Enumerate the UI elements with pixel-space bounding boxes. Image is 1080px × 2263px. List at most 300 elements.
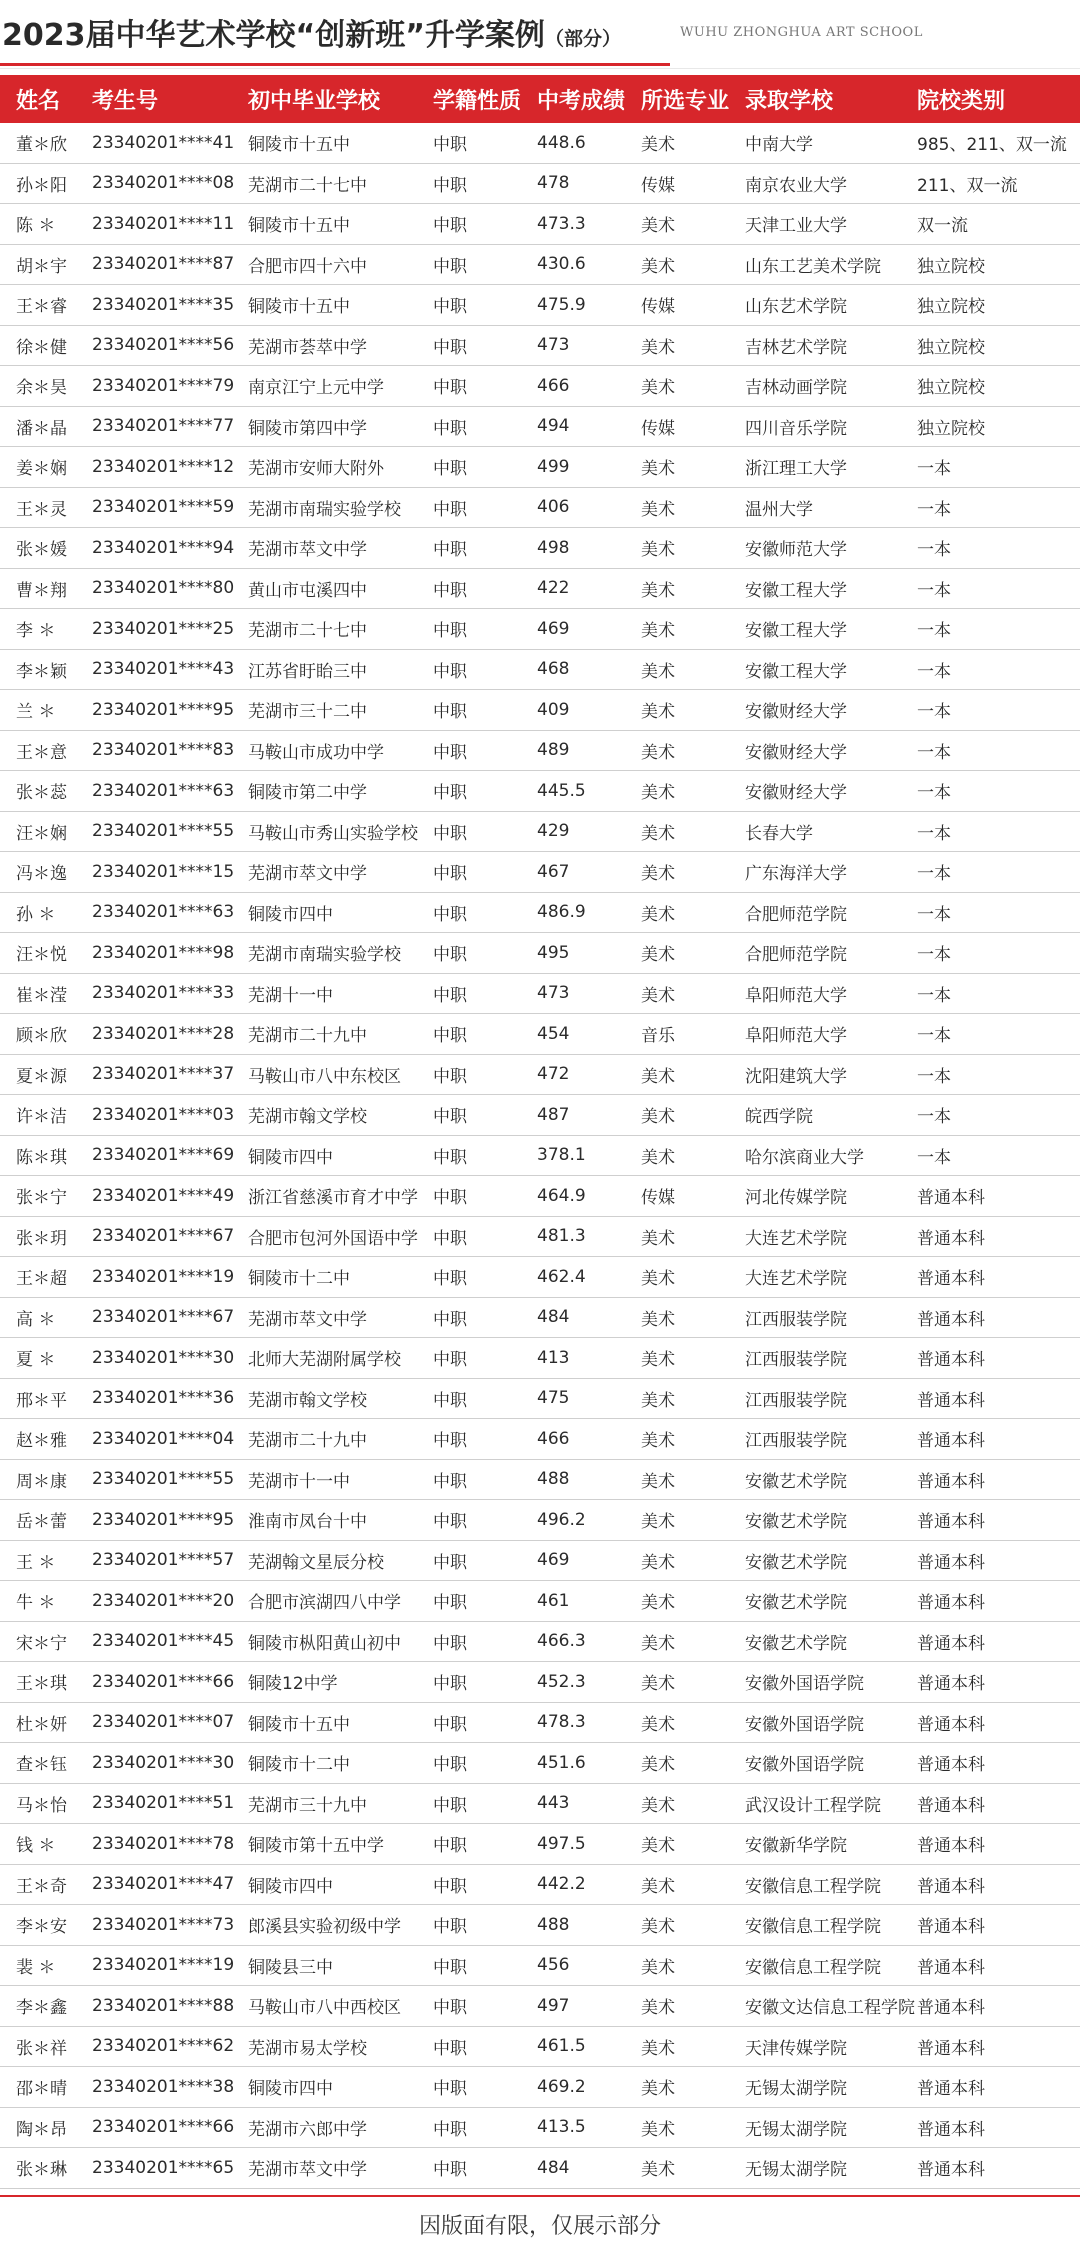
enrollment-type-cell: 中职 [433, 1743, 537, 1784]
student-name-cell: 高 ＊ [0, 1297, 92, 1338]
major-cell: 传媒 [641, 406, 745, 447]
middle-school-cell: 铜陵市十二中 [248, 1257, 433, 1298]
admitted-school-cell: 江西服装学院 [745, 1338, 917, 1379]
page-title: 2023届中华艺术学校“创新班”升学案例（部分） [2, 18, 621, 53]
exam-id-cell: 23340201****98 [92, 933, 248, 974]
school-category-cell: 独立院校 [917, 366, 1080, 407]
admission-table [0, 75, 1080, 2189]
exam-score-cell: 498 [537, 528, 641, 569]
middle-school-cell: 淮南市凤台十中 [248, 1500, 433, 1541]
middle-school-cell: 芜湖市六郎中学 [248, 2107, 433, 2148]
major-cell: 传媒 [641, 163, 745, 204]
table-row [0, 568, 1080, 609]
exam-score-cell: 462.4 [537, 1257, 641, 1298]
middle-school-cell: 铜陵市十五中 [248, 204, 433, 245]
admitted-school-cell: 南京农业大学 [745, 163, 917, 204]
school-category-cell: 普通本科 [917, 1176, 1080, 1217]
school-category-cell: 普通本科 [917, 1945, 1080, 1986]
major-cell: 美术 [641, 1702, 745, 1743]
admitted-school-cell: 无锡太湖学院 [745, 2107, 917, 2148]
student-name-cell: 夏＊源 [0, 1054, 92, 1095]
school-category-cell: 一本 [917, 771, 1080, 812]
student-name-cell: 宋＊宁 [0, 1621, 92, 1662]
column-header-exam-id: 考生号 [92, 88, 159, 114]
school-category-cell: 独立院校 [917, 406, 1080, 447]
major-cell: 美术 [641, 649, 745, 690]
major-cell: 美术 [641, 852, 745, 893]
major-cell: 美术 [641, 609, 745, 650]
exam-score-cell: 488 [537, 1459, 641, 1500]
admitted-school-cell: 大连艺术学院 [745, 1216, 917, 1257]
student-name-cell: 邢＊平 [0, 1378, 92, 1419]
enrollment-type-cell: 中职 [433, 2148, 537, 2189]
table-row [0, 852, 1080, 893]
major-cell: 美术 [641, 1378, 745, 1419]
exam-id-cell: 23340201****95 [92, 690, 248, 731]
table-row [0, 1257, 1080, 1298]
school-category-cell: 双一流 [917, 204, 1080, 245]
middle-school-cell: 芜湖翰文星辰分校 [248, 1540, 433, 1581]
middle-school-cell: 铜陵市十五中 [248, 123, 433, 163]
school-category-cell: 一本 [917, 852, 1080, 893]
enrollment-type-cell: 中职 [433, 609, 537, 650]
exam-id-cell: 23340201****43 [92, 649, 248, 690]
school-category-cell: 一本 [917, 1135, 1080, 1176]
major-cell: 美术 [641, 447, 745, 488]
table-row [0, 811, 1080, 852]
school-category-cell: 普通本科 [917, 1500, 1080, 1541]
student-name-cell: 汪＊悦 [0, 933, 92, 974]
major-cell: 美术 [641, 123, 745, 163]
middle-school-cell: 铜陵市枞阳黄山初中 [248, 1621, 433, 1662]
enrollment-type-cell: 中职 [433, 2107, 537, 2148]
school-category-cell: 普通本科 [917, 1662, 1080, 1703]
footer-note: 因版面有限，仅展示部分 [0, 2195, 1080, 2263]
enrollment-type-cell: 中职 [433, 366, 537, 407]
table-row [0, 447, 1080, 488]
major-cell: 美术 [641, 1621, 745, 1662]
exam-score-cell: 413.5 [537, 2107, 641, 2148]
school-category-cell: 普通本科 [917, 1986, 1080, 2027]
student-name-cell: 李＊安 [0, 1905, 92, 1946]
major-cell: 美术 [641, 1419, 745, 1460]
major-cell: 美术 [641, 1257, 745, 1298]
exam-score-cell: 466.3 [537, 1621, 641, 1662]
table-row [0, 1419, 1080, 1460]
admitted-school-cell: 安徽工程大学 [745, 649, 917, 690]
major-cell: 美术 [641, 1986, 745, 2027]
column-header-name: 姓名 [16, 88, 61, 114]
admitted-school-cell: 安徽艺术学院 [745, 1459, 917, 1500]
header-divider [0, 68, 1080, 69]
school-category-cell: 一本 [917, 1054, 1080, 1095]
exam-score-cell: 475 [537, 1378, 641, 1419]
enrollment-type-cell: 中职 [433, 1905, 537, 1946]
admitted-school-cell: 安徽工程大学 [745, 609, 917, 650]
enrollment-type-cell: 中职 [433, 1176, 537, 1217]
major-cell: 美术 [641, 933, 745, 974]
exam-score-cell: 443 [537, 1783, 641, 1824]
enrollment-type-cell: 中职 [433, 730, 537, 771]
student-name-cell: 孙 ＊ [0, 892, 92, 933]
major-cell: 美术 [641, 204, 745, 245]
major-cell: 美术 [641, 730, 745, 771]
middle-school-cell: 铜陵市四中 [248, 2067, 433, 2108]
student-name-cell: 王＊超 [0, 1257, 92, 1298]
major-cell: 美术 [641, 2026, 745, 2067]
major-cell: 美术 [641, 1864, 745, 1905]
table-row [0, 1783, 1080, 1824]
table-header-row [0, 75, 1080, 123]
school-category-cell: 普通本科 [917, 1905, 1080, 1946]
major-cell: 美术 [641, 2148, 745, 2189]
exam-id-cell: 23340201****35 [92, 285, 248, 326]
exam-id-cell: 23340201****63 [92, 892, 248, 933]
exam-score-cell: 489 [537, 730, 641, 771]
major-cell: 美术 [641, 1743, 745, 1784]
exam-id-cell: 23340201****41 [92, 123, 248, 163]
table-row [0, 1824, 1080, 1865]
student-name-cell: 杜＊妍 [0, 1702, 92, 1743]
exam-score-cell: 413 [537, 1338, 641, 1379]
middle-school-cell: 芜湖市萃文中学 [248, 1297, 433, 1338]
table-row [0, 1297, 1080, 1338]
enrollment-type-cell: 中职 [433, 406, 537, 447]
student-name-cell: 许＊洁 [0, 1095, 92, 1136]
school-category-cell: 普通本科 [917, 1338, 1080, 1379]
exam-score-cell: 497.5 [537, 1824, 641, 1865]
major-cell: 美术 [641, 568, 745, 609]
student-name-cell: 王＊睿 [0, 285, 92, 326]
middle-school-cell: 芜湖市萃文中学 [248, 528, 433, 569]
table-row [0, 1662, 1080, 1703]
major-cell: 传媒 [641, 285, 745, 326]
enrollment-type-cell: 中职 [433, 244, 537, 285]
table-row [0, 1054, 1080, 1095]
exam-score-cell: 456 [537, 1945, 641, 1986]
student-name-cell: 曹＊翔 [0, 568, 92, 609]
admitted-school-cell: 大连艺术学院 [745, 1257, 917, 1298]
exam-id-cell: 23340201****94 [92, 528, 248, 569]
enrollment-type-cell: 中职 [433, 1945, 537, 1986]
enrollment-type-cell: 中职 [433, 1864, 537, 1905]
school-category-cell: 普通本科 [917, 1581, 1080, 1622]
table-body [0, 123, 1080, 2188]
enrollment-type-cell: 中职 [433, 1095, 537, 1136]
exam-score-cell: 469 [537, 609, 641, 650]
admitted-school-cell: 安徽艺术学院 [745, 1540, 917, 1581]
school-category-cell: 普通本科 [917, 2067, 1080, 2108]
middle-school-cell: 芜湖市二十九中 [248, 1014, 433, 1055]
middle-school-cell: 芜湖市十一中 [248, 1459, 433, 1500]
school-category-cell: 普通本科 [917, 2026, 1080, 2067]
table-row [0, 163, 1080, 204]
table-row [0, 1864, 1080, 1905]
school-category-cell: 普通本科 [917, 1419, 1080, 1460]
enrollment-type-cell: 中职 [433, 123, 537, 163]
school-category-cell: 一本 [917, 487, 1080, 528]
student-name-cell: 董＊欣 [0, 123, 92, 163]
exam-score-cell: 484 [537, 2148, 641, 2189]
enrollment-type-cell: 中职 [433, 1783, 537, 1824]
major-cell: 美术 [641, 325, 745, 366]
school-category-cell: 一本 [917, 568, 1080, 609]
enrollment-type-cell: 中职 [433, 1257, 537, 1298]
major-cell: 美术 [641, 811, 745, 852]
admitted-school-cell: 长春大学 [745, 811, 917, 852]
admitted-school-cell: 合肥师范学院 [745, 892, 917, 933]
major-cell: 美术 [641, 1054, 745, 1095]
column-header-school-category: 院校类别 [917, 88, 1006, 114]
middle-school-cell: 铜陵市第二中学 [248, 771, 433, 812]
school-category-cell: 普通本科 [917, 1621, 1080, 1662]
student-name-cell: 陈 ＊ [0, 204, 92, 245]
exam-id-cell: 23340201****65 [92, 2148, 248, 2189]
middle-school-cell: 芜湖市二十九中 [248, 1419, 433, 1460]
enrollment-type-cell: 中职 [433, 1338, 537, 1379]
school-category-cell: 普通本科 [917, 1743, 1080, 1784]
school-category-cell: 一本 [917, 811, 1080, 852]
enrollment-type-cell: 中职 [433, 447, 537, 488]
admitted-school-cell: 天津传媒学院 [745, 2026, 917, 2067]
table-row [0, 204, 1080, 245]
major-cell: 美术 [641, 1824, 745, 1865]
admitted-school-cell: 安徽工程大学 [745, 568, 917, 609]
middle-school-cell: 江苏省盱眙三中 [248, 649, 433, 690]
exam-score-cell: 461 [537, 1581, 641, 1622]
school-category-cell: 普通本科 [917, 1297, 1080, 1338]
school-category-cell: 普通本科 [917, 1378, 1080, 1419]
exam-id-cell: 23340201****33 [92, 973, 248, 1014]
student-name-cell: 陈＊琪 [0, 1135, 92, 1176]
exam-id-cell: 23340201****07 [92, 1702, 248, 1743]
student-name-cell: 张＊琳 [0, 2148, 92, 2189]
table-row [0, 1459, 1080, 1500]
middle-school-cell: 芜湖市南瑞实验学校 [248, 933, 433, 974]
middle-school-cell: 马鞍山市八中西校区 [248, 1986, 433, 2027]
admitted-school-cell: 合肥师范学院 [745, 933, 917, 974]
admitted-school-cell: 安徽艺术学院 [745, 1621, 917, 1662]
school-category-cell: 独立院校 [917, 285, 1080, 326]
table-row [0, 1986, 1080, 2027]
major-cell: 美术 [641, 1135, 745, 1176]
enrollment-type-cell: 中职 [433, 487, 537, 528]
table-row [0, 1500, 1080, 1541]
exam-score-cell: 486.9 [537, 892, 641, 933]
student-name-cell: 钱 ＊ [0, 1824, 92, 1865]
school-category-cell: 普通本科 [917, 2148, 1080, 2189]
enrollment-type-cell: 中职 [433, 1419, 537, 1460]
exam-id-cell: 23340201****78 [92, 1824, 248, 1865]
middle-school-cell: 黄山市屯溪四中 [248, 568, 433, 609]
enrollment-type-cell: 中职 [433, 892, 537, 933]
exam-score-cell: 478 [537, 163, 641, 204]
school-category-cell: 独立院校 [917, 325, 1080, 366]
admitted-school-cell: 阜阳师范大学 [745, 973, 917, 1014]
exam-id-cell: 23340201****73 [92, 1905, 248, 1946]
school-category-cell: 一本 [917, 933, 1080, 974]
exam-id-cell: 23340201****08 [92, 163, 248, 204]
school-category-cell: 985、211、双一流 [917, 123, 1080, 163]
enrollment-type-cell: 中职 [433, 1621, 537, 1662]
school-category-cell: 普通本科 [917, 1257, 1080, 1298]
school-category-cell: 普通本科 [917, 1216, 1080, 1257]
exam-id-cell: 23340201****95 [92, 1500, 248, 1541]
student-name-cell: 邵＊晴 [0, 2067, 92, 2108]
exam-score-cell: 430.6 [537, 244, 641, 285]
admitted-school-cell: 安徽财经大学 [745, 771, 917, 812]
exam-score-cell: 495 [537, 933, 641, 974]
exam-score-cell: 497 [537, 1986, 641, 2027]
middle-school-cell: 南京江宁上元中学 [248, 366, 433, 407]
enrollment-type-cell: 中职 [433, 1297, 537, 1338]
table-row [0, 1621, 1080, 1662]
admitted-school-cell: 无锡太湖学院 [745, 2067, 917, 2108]
exam-score-cell: 451.6 [537, 1743, 641, 1784]
major-cell: 美术 [641, 1945, 745, 1986]
middle-school-cell: 芜湖市南瑞实验学校 [248, 487, 433, 528]
major-cell: 传媒 [641, 1176, 745, 1217]
admitted-school-cell: 天津工业大学 [745, 204, 917, 245]
major-cell: 美术 [641, 973, 745, 1014]
admitted-school-cell: 河北传媒学院 [745, 1176, 917, 1217]
major-cell: 美术 [641, 1095, 745, 1136]
middle-school-cell: 芜湖市三十二中 [248, 690, 433, 731]
middle-school-cell: 北师大芜湖附属学校 [248, 1338, 433, 1379]
student-name-cell: 胡＊宇 [0, 244, 92, 285]
school-category-cell: 一本 [917, 730, 1080, 771]
exam-id-cell: 23340201****11 [92, 204, 248, 245]
admitted-school-cell: 吉林动画学院 [745, 366, 917, 407]
student-name-cell: 孙＊阳 [0, 163, 92, 204]
student-name-cell: 王 ＊ [0, 1540, 92, 1581]
student-name-cell: 查＊钰 [0, 1743, 92, 1784]
major-cell: 美术 [641, 244, 745, 285]
exam-score-cell: 487 [537, 1095, 641, 1136]
middle-school-cell: 合肥市滨湖四八中学 [248, 1581, 433, 1622]
middle-school-cell: 马鞍山市成功中学 [248, 730, 433, 771]
school-category-cell: 一本 [917, 973, 1080, 1014]
exam-score-cell: 466 [537, 1419, 641, 1460]
exam-id-cell: 23340201****25 [92, 609, 248, 650]
table-row [0, 649, 1080, 690]
middle-school-cell: 芜湖市二十七中 [248, 609, 433, 650]
table-row [0, 487, 1080, 528]
middle-school-cell: 芜湖市翰文学校 [248, 1378, 433, 1419]
column-header-enrollment-type: 学籍性质 [433, 88, 522, 114]
major-cell: 美术 [641, 1459, 745, 1500]
student-name-cell: 陶＊昂 [0, 2107, 92, 2148]
column-header-exam-score: 中考成绩 [537, 88, 626, 114]
student-name-cell: 张＊宁 [0, 1176, 92, 1217]
school-category-cell: 一本 [917, 1095, 1080, 1136]
admitted-school-cell: 安徽新华学院 [745, 1824, 917, 1865]
exam-id-cell: 23340201****47 [92, 1864, 248, 1905]
major-cell: 美术 [641, 1297, 745, 1338]
enrollment-type-cell: 中职 [433, 1378, 537, 1419]
student-name-cell: 兰 ＊ [0, 690, 92, 731]
exam-score-cell: 478.3 [537, 1702, 641, 1743]
exam-score-cell: 472 [537, 1054, 641, 1095]
enrollment-type-cell: 中职 [433, 204, 537, 245]
middle-school-cell: 芜湖市二十七中 [248, 163, 433, 204]
admitted-school-cell: 山东工艺美术学院 [745, 244, 917, 285]
student-name-cell: 王＊奇 [0, 1864, 92, 1905]
admitted-school-cell: 四川音乐学院 [745, 406, 917, 447]
table-row [0, 244, 1080, 285]
exam-id-cell: 23340201****67 [92, 1297, 248, 1338]
exam-score-cell: 468 [537, 649, 641, 690]
exam-id-cell: 23340201****45 [92, 1621, 248, 1662]
enrollment-type-cell: 中职 [433, 649, 537, 690]
exam-id-cell: 23340201****77 [92, 406, 248, 447]
enrollment-type-cell: 中职 [433, 1986, 537, 2027]
school-category-cell: 普通本科 [917, 1864, 1080, 1905]
student-name-cell: 马＊怡 [0, 1783, 92, 1824]
exam-score-cell: 448.6 [537, 123, 641, 163]
school-category-cell: 一本 [917, 892, 1080, 933]
table-row [0, 2026, 1080, 2067]
table-row [0, 406, 1080, 447]
middle-school-cell: 芜湖市三十九中 [248, 1783, 433, 1824]
exam-id-cell: 23340201****28 [92, 1014, 248, 1055]
major-cell: 美术 [641, 1662, 745, 1703]
middle-school-cell: 铜陵12中学 [248, 1662, 433, 1703]
school-category-cell: 普通本科 [917, 1540, 1080, 1581]
student-name-cell: 张＊蕊 [0, 771, 92, 812]
enrollment-type-cell: 中职 [433, 528, 537, 569]
major-cell: 美术 [641, 2107, 745, 2148]
exam-score-cell: 469 [537, 1540, 641, 1581]
student-name-cell: 姜＊娴 [0, 447, 92, 488]
admitted-school-cell: 沈阳建筑大学 [745, 1054, 917, 1095]
exam-id-cell: 23340201****03 [92, 1095, 248, 1136]
exam-score-cell: 499 [537, 447, 641, 488]
table-row [0, 1702, 1080, 1743]
table-row [0, 1095, 1080, 1136]
exam-score-cell: 494 [537, 406, 641, 447]
exam-score-cell: 473 [537, 973, 641, 1014]
middle-school-cell: 铜陵县三中 [248, 1945, 433, 1986]
middle-school-cell: 芜湖市翰文学校 [248, 1095, 433, 1136]
table-row [0, 609, 1080, 650]
major-cell: 美术 [641, 1540, 745, 1581]
exam-id-cell: 23340201****79 [92, 366, 248, 407]
exam-id-cell: 23340201****55 [92, 1459, 248, 1500]
table-row [0, 1216, 1080, 1257]
student-name-cell: 李 ＊ [0, 609, 92, 650]
school-category-cell: 一本 [917, 447, 1080, 488]
admitted-school-cell: 武汉设计工程学院 [745, 1783, 917, 1824]
enrollment-type-cell: 中职 [433, 163, 537, 204]
middle-school-cell: 郎溪县实验初级中学 [248, 1905, 433, 1946]
exam-score-cell: 469.2 [537, 2067, 641, 2108]
admitted-school-cell: 江西服装学院 [745, 1419, 917, 1460]
column-header-admitted-school: 录取学校 [745, 88, 834, 114]
student-name-cell: 冯＊逸 [0, 852, 92, 893]
exam-id-cell: 23340201****36 [92, 1378, 248, 1419]
table-row [0, 1905, 1080, 1946]
table-row [0, 1743, 1080, 1784]
exam-score-cell: 442.2 [537, 1864, 641, 1905]
exam-id-cell: 23340201****30 [92, 1743, 248, 1784]
exam-score-cell: 496.2 [537, 1500, 641, 1541]
admitted-school-cell: 山东艺术学院 [745, 285, 917, 326]
admitted-school-cell: 无锡太湖学院 [745, 2148, 917, 2189]
admitted-school-cell: 安徽艺术学院 [745, 1581, 917, 1622]
exam-score-cell: 406 [537, 487, 641, 528]
enrollment-type-cell: 中职 [433, 1135, 537, 1176]
